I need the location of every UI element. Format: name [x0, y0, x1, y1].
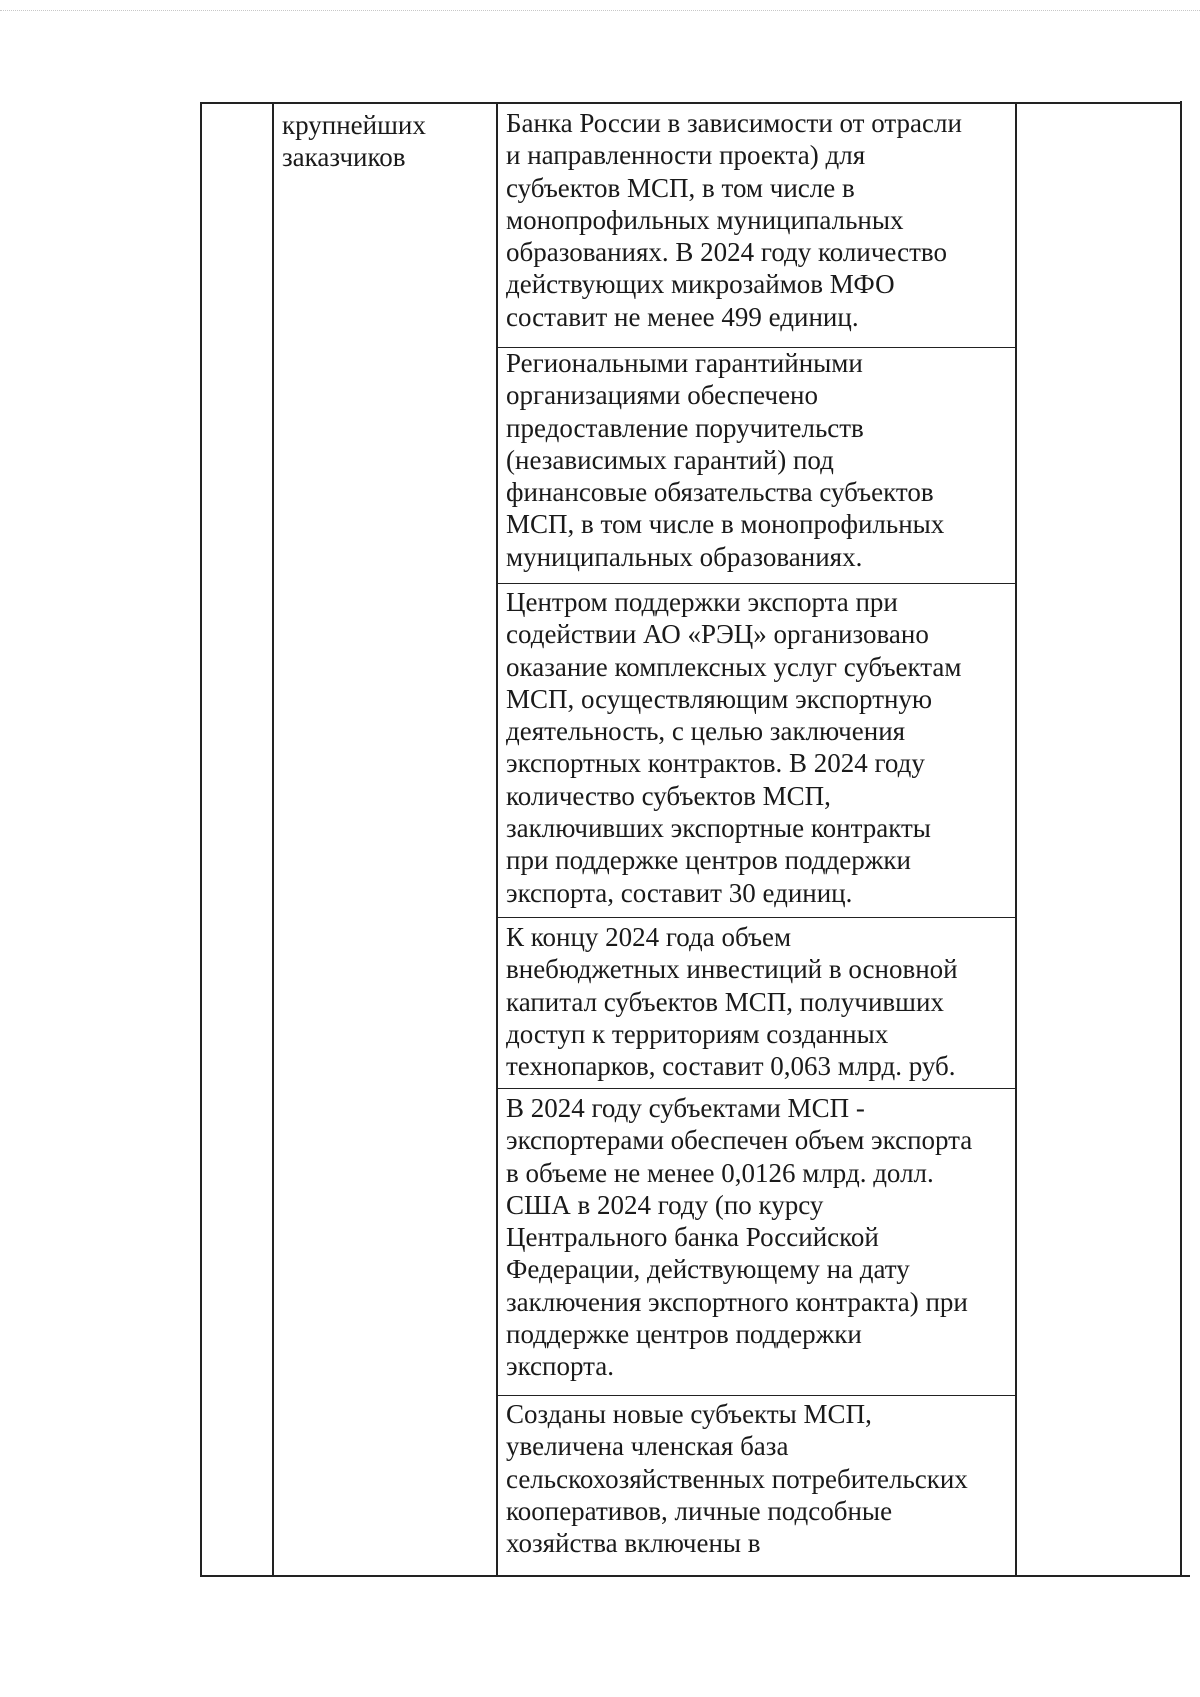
paragraph-line: (независимых гарантий) под [506, 444, 834, 475]
paragraph-3 [506, 586, 962, 909]
paragraph-line: экспорта, составит 30 единиц. [506, 877, 853, 908]
paragraph-divider [496, 1395, 1016, 1396]
paragraph-line: и направленности проекта) для [506, 140, 866, 171]
paragraph-line: внебюджетных инвестиций в основной [506, 954, 958, 985]
paragraph-line: действующих микрозаймов МФО [506, 269, 895, 300]
paragraph-divider [496, 1088, 1016, 1089]
paragraph-4 [506, 921, 958, 1082]
paragraph-line: субъектов МСП, в том числе в [506, 172, 855, 203]
table-border-left [200, 103, 202, 1576]
paragraph-line: В 2024 году субъектами МСП - [506, 1093, 865, 1123]
paragraph-divider [496, 583, 1016, 584]
paragraph-line: Центрального банка Российской [506, 1222, 879, 1253]
scan-top-edge [0, 10, 1200, 11]
table-border-top [200, 102, 1182, 104]
paragraph-line: капитал субъектов МСП, получивших [506, 986, 944, 1017]
paragraph-line: экспортерами обеспечен объем экспорта [506, 1125, 973, 1156]
paragraph-line: Федерации, действующему на дату [506, 1254, 910, 1285]
paragraph-line: заключения экспортного контракта) при [506, 1286, 968, 1317]
paragraph-line: экспорта. [506, 1351, 614, 1382]
table-border-col1 [272, 103, 274, 1576]
paragraph-line: экспортных контрактов. В 2024 году [506, 748, 925, 779]
paragraph-line: деятельность, с целью заключения [506, 716, 906, 747]
paragraph-line: монопрофильных муниципальных [506, 204, 904, 235]
paragraph-line: финансовые обязательства субъектов [506, 477, 934, 508]
table-border-col3 [1015, 103, 1017, 1576]
table-border-bottom [200, 1575, 1190, 1577]
paragraph-line: заключивших экспортные контракты [506, 813, 931, 844]
paragraph-line: МСП, в том числе в монопрофильных [506, 509, 945, 540]
paragraph-line: Региональными гарантийными [506, 348, 863, 378]
paragraph-2 [506, 347, 944, 573]
paragraph-6 [506, 1398, 968, 1559]
paragraph-line: МСП, осуществляющим экспортную [506, 683, 933, 714]
paragraph-line: Созданы новые субъекты МСП, [506, 1399, 872, 1429]
paragraph-line: кооперативов, личные подсобные [506, 1495, 893, 1526]
paragraph-line: содействии АО «РЭЦ» организовано [506, 619, 929, 650]
paragraph-line: увеличена членская база [506, 1431, 789, 1462]
column2-line: заказчиков [282, 142, 406, 173]
paragraph-line: предоставление поручительств [506, 412, 864, 443]
paragraph-line: Банка России в зависимости от отрасли [506, 108, 962, 138]
table-border-col2 [496, 103, 498, 1576]
column2-line: крупнейших [282, 110, 426, 140]
paragraph-line: США в 2024 году (по курсу [506, 1189, 824, 1220]
paragraph-5 [506, 1092, 972, 1383]
paragraph-line: К концу 2024 года объем [506, 922, 792, 952]
paragraph-line: доступ к территориям созданных [506, 1018, 889, 1049]
paragraph-line: образованиях. В 2024 году количество [506, 237, 947, 268]
paragraph-line: при поддержке центров поддержки [506, 845, 911, 876]
paragraph-line: составит не менее 499 единиц. [506, 301, 859, 332]
paragraph-line: Центром поддержки экспорта при [506, 587, 898, 617]
paragraph-line: технопарков, составит 0,063 млрд. руб. [506, 1051, 956, 1082]
paragraph-line: муниципальных образованиях. [506, 541, 863, 572]
paragraph-line: поддержке центров поддержки [506, 1319, 862, 1350]
paragraph-divider [496, 917, 1016, 918]
paragraph-line: оказание комплексных услуг субъектам [506, 651, 962, 682]
paragraph-line: сельскохозяйственных потребительских [506, 1463, 968, 1494]
paragraph-line: в объеме не менее 0,0126 млрд. долл. [506, 1157, 934, 1188]
column2-cell [282, 109, 426, 174]
paragraph-line: организациями обеспечено [506, 380, 819, 411]
paragraph-line: количество субъектов МСП, [506, 780, 831, 811]
paragraph-line: хозяйства включены в [506, 1528, 761, 1559]
paragraph-1 [506, 107, 962, 333]
table-border-right [1180, 101, 1182, 1576]
